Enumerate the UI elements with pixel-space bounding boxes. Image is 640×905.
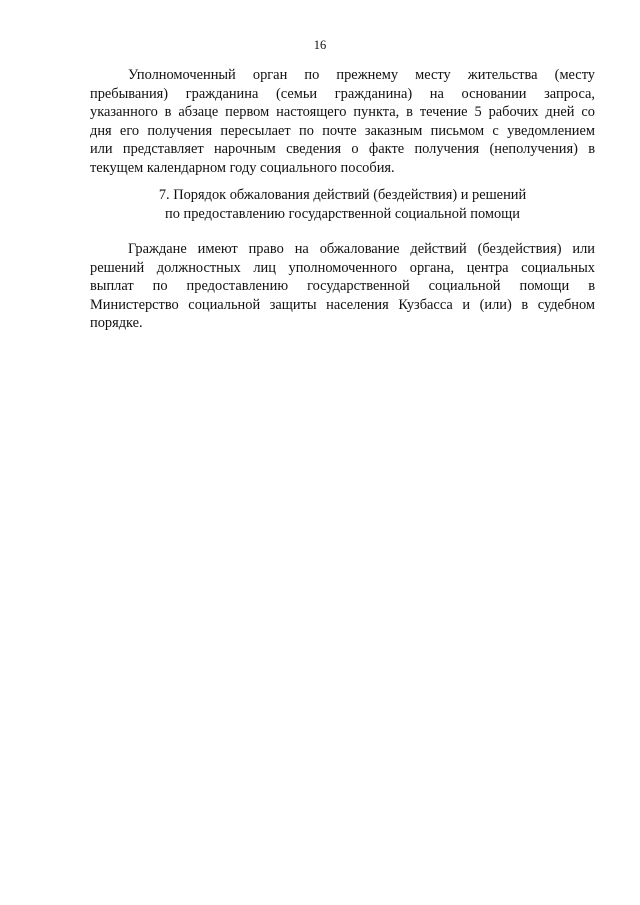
paragraph-line: дня его получения пересылает по почте заказным письмом с уведомлением [90, 122, 595, 139]
page-number: 16 [313, 38, 327, 52]
section-heading-line: 7. Порядок обжалования действий (бездействия) и решений [158, 187, 527, 203]
section-heading [90, 186, 595, 224]
paragraph-line: Министерство социальной защиты населения Кузбасса и (или) в судебном [90, 296, 595, 313]
paragraph-line: текущем календарном году социального пособия. [90, 159, 395, 176]
paragraph-appeal-rights [90, 240, 595, 333]
paragraph-line: указанного в абзаце первом настоящего пункта, в течение 5 рабочих дней со [90, 104, 595, 121]
paragraph-line: порядке. [90, 315, 143, 332]
paragraph-line: Уполномоченный орган по прежнему месту жительства (месту [128, 67, 595, 83]
paragraph-line: выплат по предоставлению государственной социальной помощи в [90, 278, 595, 295]
paragraph-line: или представляет нарочным сведения о факте получения (неполучения) в [90, 141, 595, 158]
paragraph-line: пребывания) гражданина (семьи гражданина) на основании запроса, [90, 85, 595, 102]
section-heading-line: по предоставлению государственной социальной помощи [165, 206, 520, 222]
paragraph-line: Граждане имеют право на обжалование действий (бездействия) или [128, 241, 595, 257]
paragraph-delivery-notice [90, 66, 595, 178]
paragraph-line: решений должностных лиц уполномоченного органа, центра социальных [90, 259, 595, 276]
